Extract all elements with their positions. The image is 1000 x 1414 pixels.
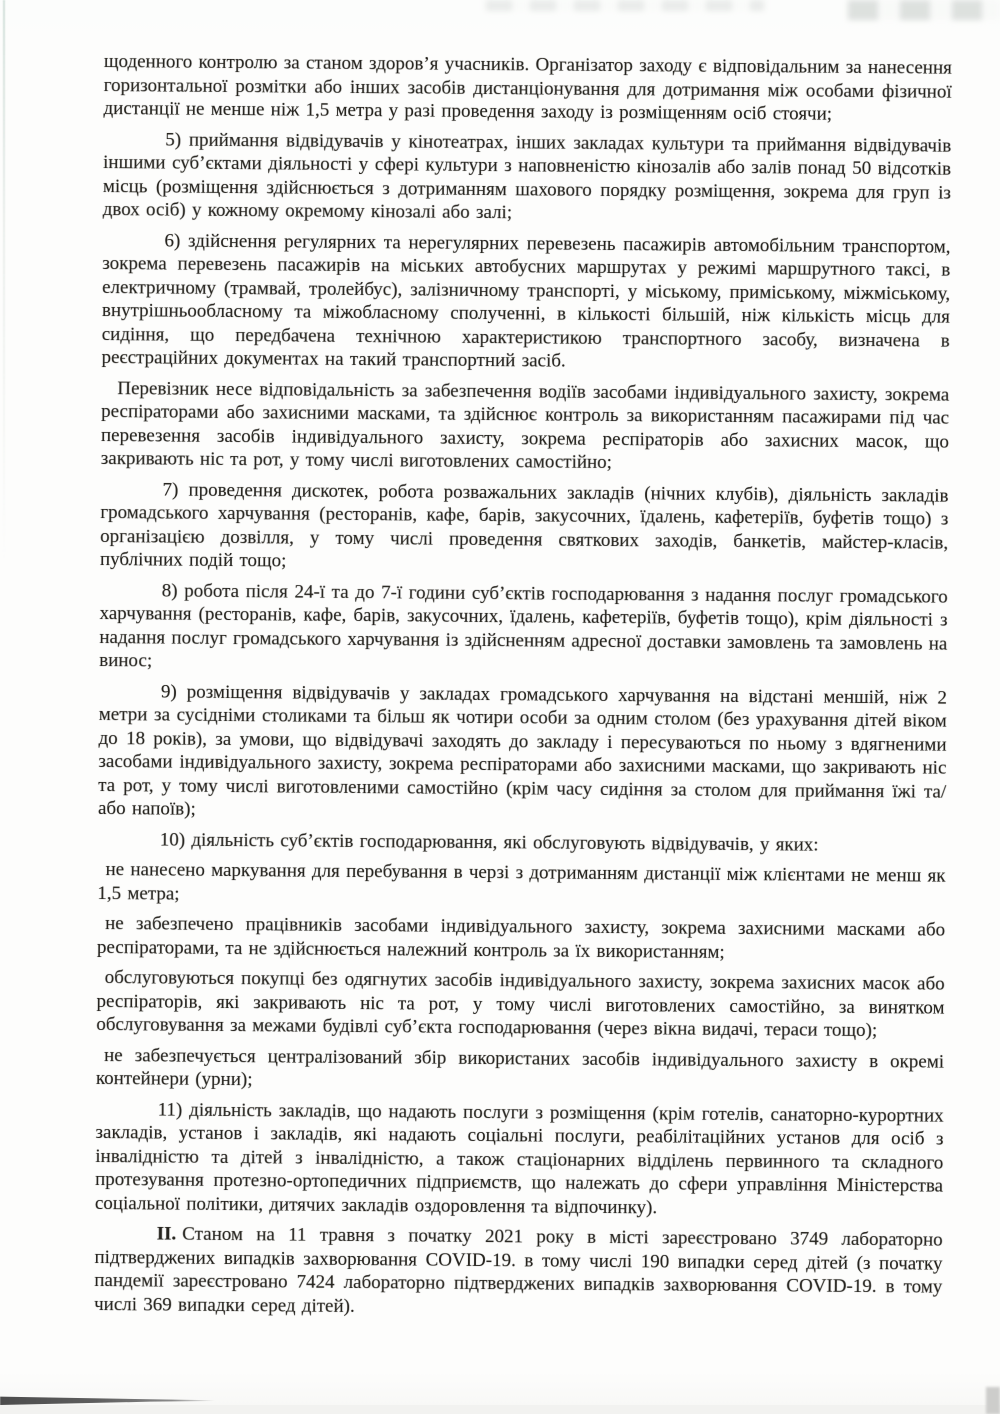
scan-smudge-top-center <box>486 0 764 11</box>
sub-item-no-centralized-collection: не забезпечується централізований збір використаних засобів індивідуального захисту в окремі контейнери (урни); <box>95 1044 945 1091</box>
scan-strip-bottom-right <box>986 1387 1000 1414</box>
document-body-text <box>94 50 952 1330</box>
list-item-5: 5) приймання відвідувачів у кінотеатрах, інших закладах культури та приймання відвідувачів іншими суб’єктами діяльності у сфері культури з наповненістю кінозалів або залів понад 50 відсотків місць (розміщення здійснюється з дотриманням шахового порядку розміщення, зокрема для груп із двох осіб) у кожному окремому кінозалі або залі; <box>102 128 952 224</box>
sub-item-customers-without-ppe: обслуговуються покупці без одягнутих засобів індивідуального захисту, зокрема захисних масок або респіраторів, які закривають ніс та рот, у тому числі виготовлених самостійно, за винятком обслуговування за межами будівлі суб’єкта господарювання (через вікна видачі, тераси тощо); <box>96 967 945 1042</box>
list-item-9: 9) розміщення відвідувачів у закладах громадського харчування на відстані меншій, ніж 2 метри за сусідніми столиками та більш як чотири особи за одним столом (без урахування дітей віком до 18 років), за умови, що відвідувачі заходять до закладу і пересуваються по ньому з вдягненими засобами індивідуального захисту, зокрема респіраторами або захисними масками, що закривають ніс та рот, у тому числі виготовленими самостійно (крім часу сидіння за столом для приймання їжі та/або напоїв); <box>97 680 948 820</box>
section-2-numeral: ІІ. <box>156 1223 177 1245</box>
list-item-7: 7) проведення дискотек, робота розважальних закладів (нічних клубів), діяльність закладів громадського харчування (ресторанів, кафе, барів, закусочних, їдалень, кафетеріїв, буфетів тощо) з організацією дозвілля, у тому числі проведення святкових заходів, банкетів, майстер-класів, публічних подій тощо; <box>99 478 949 572</box>
paragraph-carrier-responsibility: Перевізник несе відповідальність за забезпечення водіїв засобами індивідуального захисту, зокрема респіраторами або захисними масками, та здійснює контроль за використанням пасажирами під час перевезення засобів індивідуального захисту, зокрема респіраторів або захисних масок, що закривають ніс та рот, у тому числі виготовлених самостійно; <box>100 377 950 474</box>
paragraph-section-2 <box>94 1222 943 1323</box>
sub-item-no-worker-ppe: не забезпечено працівників засобами індивідуального захисту, зокрема захисними масками або респіраторами, та не здійснюється належний контроль за їх використанням; <box>96 913 946 963</box>
scan-line-left-edge <box>3 0 5 560</box>
paragraph-continuation: щоденного контролю за станом здоров’я учасників. Організатор заходу є відповідальним за нанесення горизонтальної розмітки або інших засобів дистанціонування для дотримання між особами фізичної дистанції не менше ніж 1,5 метра у разі проведення заходу із розміщенням осіб стоячи; <box>103 50 952 125</box>
list-item-8: 8) робота після 24-ї та до 7-ї години суб’єктів господарювання з надання послуг громадського харчування (ресторанів, кафе, барів, закусочних, їдалень, кафетеріїв, буфетів тощо), крім діяльності з надання послуг громадського харчування із здійсненням адресної доставки замовлень та замовлень на винос; <box>99 579 948 672</box>
section-2-text: Станом на 11 травня з початку 2021 року в місті зареєстровано 3749 лабораторно підтверджених випадків захворювання COVID-19. в тому числі 190 випадки серед дітей (з початку пандемії зареєстровано 7424 лабораторно підтверджених випадків захворювання COVID-19. в тому числі 369 випадки серед дітей). <box>94 1223 943 1317</box>
list-item-6: 6) здійснення регулярних та нерегулярних перевезень пасажирів автомобільним транспортом, зокрема перевезень пасажирів на міських автобусних маршрутах у режимі маршрутного таксі, в електричному (трамвай, тролейбус), залізничному транспорті, у міському, приміському, міжміському, внутрішньообласному та міжобласному сполученні, в кількості більшій, ніж кількість місць для сидіння, що передбачена технічною характеристикою транспортного засобу, визначена в реєстраційних документах на такий транспортний засіб. <box>101 229 951 372</box>
scan-band-bottom <box>0 1405 1000 1414</box>
sub-item-no-queue-marking: не нанесено маркування для перебування в черзі з дотриманням дистанції між клієнтами не менш як 1,5 метра; <box>97 859 946 905</box>
list-item-11: 11) діяльність закладів, що надають послуги з розміщення (крім готелів, санаторно-курортних закладів, установ і закладів, які надають соціальні послуги, реабілітаційних установ для осіб з інвалідністю та дітей з інвалідністю, а також стаціонарних відділень первинного та складного протезування протезно-ортопедичних підприємств, що належать до сфери управління Міністерства соціальної політики, дитячих закладів оздоровлення та відпочинку). <box>94 1098 944 1218</box>
scan-smudge-top-right <box>848 0 1000 20</box>
list-item-10: 10) діяльність суб’єктів господарювання, які обслуговують відвідувачів, у яких: <box>159 828 819 856</box>
scan-streak-bottom-left <box>0 1394 215 1406</box>
